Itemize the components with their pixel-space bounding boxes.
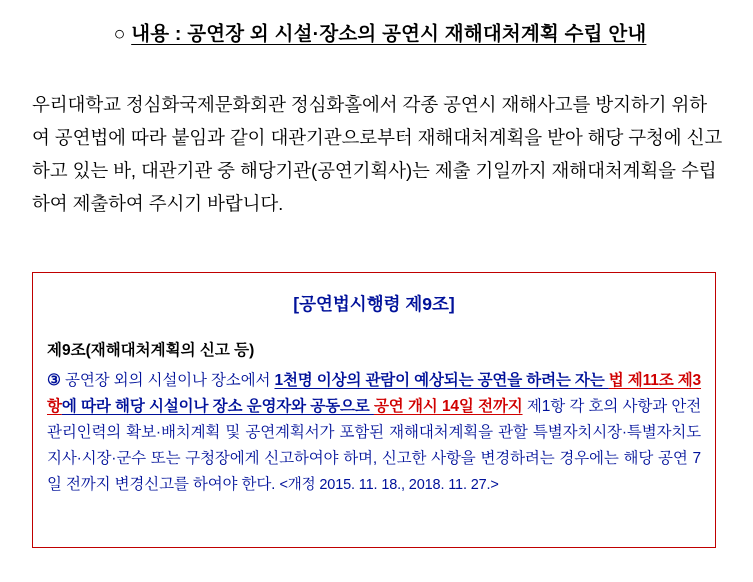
law-clause-number: ③ [47, 372, 61, 389]
law-clause-segment-3: 법 제11조 제3항 [47, 372, 702, 415]
law-clause-segment-6: 제1항 각 호의 사항과 안전관리인력의 확보·배치계획 및 공연계획서가 포함된 재해대처계획을 관할 특별자치시장·특별자치도지사·시장·군수 또는 구청장에게 신고하여야 하며, 신고한 사항을 변경하려는 경우에는 해당 공연 7일 전까지 변경신고를 하여야 한다. [47, 398, 702, 493]
law-quotation-box [32, 272, 716, 548]
law-clause-segment-4: 에 따라 해당 시설이나 장소 운영자와 공동으로 [61, 398, 374, 415]
law-article-heading: 제9조(재해대처계획의 신고 등) [47, 342, 255, 359]
law-box-title: [공연법시행령 제9조] [293, 294, 455, 314]
intro-paragraph [32, 88, 724, 220]
law-clause-segment-1: 공연장 외의 시설이나 장소에서 [65, 372, 275, 389]
law-amendment-note: <개정 2015. 11. 18., 2018. 11. 27.> [279, 477, 499, 493]
intro-paragraph-text: 우리대학교 정심화국제문화회관 정심화홀에서 각종 공연시 재해사고를 방지하기 위하여 공연법에 따라 붙임과 같이 대관기관으로부터 재해대처계획을 받아 해당 구청에 신고하고 있는 바, 대관기관 중 해당기관(공연기획사)는 제출 기일까지 재해대처계획을 수립하여 제출하여 주시기 바랍니다. [32, 94, 723, 214]
page-title [40, 18, 720, 46]
law-clause-segment-5: 공연 개시 14일 전까지 [373, 398, 523, 415]
law-clause-text [47, 368, 701, 498]
heading-bullet-marker: ○ [113, 23, 126, 45]
heading-text: 내용 : 공연장 외 시설·장소의 공연시 재해대처계획 수립 안내 [131, 23, 647, 45]
law-clause-segment-2: 1천명 이상의 관람이 예상되는 공연을 하려는 자는 [274, 372, 609, 389]
